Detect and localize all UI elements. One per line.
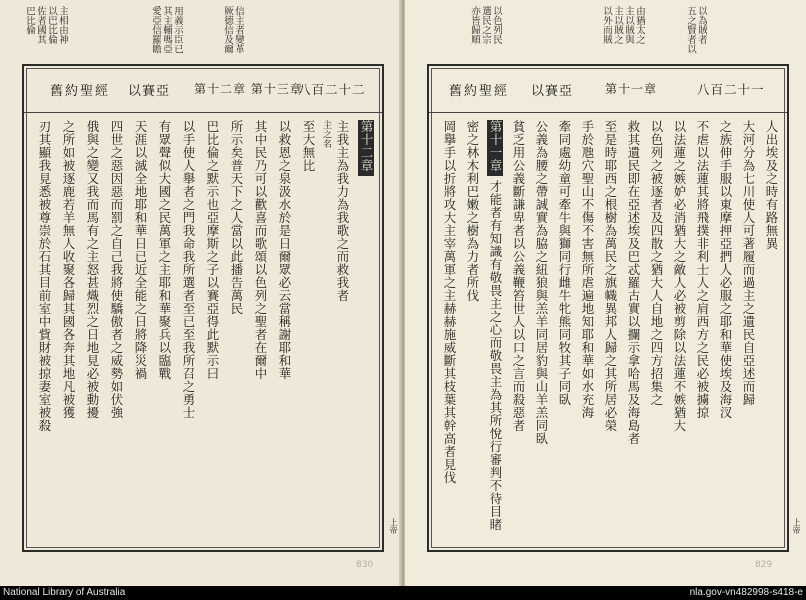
header-rule [429,112,787,113]
text-column: 牽同處幼童可牽牛與獅同行雌牛牝熊同牧其子同臥 [557,120,572,406]
text-column: 以色列之被逐者及四散之猶大人自地之四方招集之 [649,120,664,406]
text-frame [427,64,789,552]
book-name: 以賽亞 [128,84,171,99]
chapter-mark: 第十一章 [487,120,503,176]
text-column: 刃其顯我見悉被尊崇於石其目前室中貲財被掠妻室被殺 [37,120,52,432]
text-column: 岡擧手以折將攻大主宰萬軍之主赫赫施威斷其枝葉其幹高者見伐 [442,120,457,484]
text-column: 所示矣普天下之人當以此播告萬民 [229,120,244,315]
note-line: 亦皆歸順 [469,6,480,44]
chapter-mark: 第十二章 [358,120,374,176]
note-line: 其主輔嗎亞 [161,6,172,54]
note-line: 由猶太之 [634,6,645,44]
note-line: 佐者國其巴比倫 [24,6,46,44]
book-title: 舊約聖經 [50,84,111,99]
header-rule [24,112,382,113]
note-line: 五之賢者以 [685,6,696,54]
note-line: 主相由神以巴比倫 [46,6,68,44]
book-name: 以賽亞 [531,84,574,99]
text-column: 至是時耶西之根樹為萬民之旗幟異邦人歸之其所居必榮 [603,120,618,432]
page-number: 八百二十二 [298,82,366,97]
header-note-right-right [469,6,502,54]
note-line: 以色列民 [491,6,502,44]
note-line: 厥德信及爾 [222,6,233,54]
header-note-mid-right [601,6,645,54]
text-column-note: 主之名 [321,120,331,149]
note-line: 主以賊之 [612,6,623,44]
text-column: 以法蓮之嫉妒必消猶大之敵人必被剪除以法蓮不嫉猶大 [672,120,687,432]
right-page [405,0,806,586]
text-column: 主我主為我力為我歌之而救我者 [335,120,350,302]
note-line: 信主者變革 [233,6,244,54]
text-frame [22,64,384,552]
page-mark: 上帝 [792,518,801,534]
text-column: 才能者有知識有敬畏主之心而敬畏主為其所悅行審判不待目睹 [488,180,503,531]
text-column: 之族伸手服以東摩押亞捫人必服之耶和華使埃及海汊 [718,120,733,419]
text-column: 有眾聲似大國之民萬軍之主耶和華聚兵以臨戰 [157,120,172,380]
text-column: 手於虺穴聖山不傷不害無所虐遍地知耶和華如水充海 [580,120,595,419]
text-column: 之所如被逐鹿若羊無人收聚各歸其國各奔其地凡被獲 [61,120,76,419]
text-column: 公義為腰之帶誠實為脇之紐狼與羔羊同居豹與山羊羔同臥 [534,120,549,445]
footer-bar [0,586,806,600]
note-line: 愛亞信羅瞻 [150,6,161,54]
page-mark-left: 上帝 [389,518,398,534]
chapter-label: 第十一章 [605,82,658,96]
note-line: 以為賊者 [696,6,707,44]
text-column: 天涯以滅全地耶和華日已近全能之日將降災禍 [133,120,148,380]
text-column: 俄與之變又我而馬有之主怒甚熾烈之日地見必被動擾 [85,120,100,419]
text-column: 以手使人舉者之門我命我所選者至已至我所召之勇士 [181,120,196,419]
page-stamp: 830 [356,560,374,570]
page-number: 八百二十一 [697,82,765,97]
image-identifier: nla.gov-vn482998-s418-e [689,587,803,598]
left-page [0,0,401,586]
chapter-label: 第十二章 第十三章 [194,82,303,96]
text-column: 巴比倫之默示也亞摩斯之子以賽亞得此默示曰 [205,120,220,380]
text-column: 大河分為七川使人可著履而過主之遺民自亞述而歸 [741,120,756,406]
book-title: 舊約聖經 [449,84,510,99]
header-note-top-left [222,6,244,54]
text-column: 不虐以法蓮其將飛撲非利士人之肩西方之民必被擄掠 [695,120,710,419]
note-line: 以外而賊 [601,6,612,44]
header-note-right-left [24,6,68,50]
header-note-top-right [685,6,707,54]
page-stamp: 829 [755,560,773,570]
text-column: 以救恩之泉汲水於是日爾眾必云當稱謝耶和華 [277,120,292,380]
text-column: 其中民乃可以歡喜而歌頌以色列之聖者在爾中 [253,120,268,380]
header-note-mid-left [150,6,183,54]
text-column: 密之林木利巴嫩之樹為力者所伐 [465,120,480,302]
note-line: 選民之宗 [480,6,491,44]
library-credit: National Library of Australia [3,587,126,598]
text-column: 四世之惡因惡而罰之自己我將使驕傲者之威勢如伏強 [109,120,124,419]
note-line: 主以賊與 [623,6,634,44]
text-column: 至大無比 [301,120,316,172]
text-column: 貧乏用公義斷謙卑者以公義鞭笞世人以口之言而殺惡者 [511,120,526,432]
note-line: 用義示臣已 [172,6,183,54]
text-column: 救其遺民即在亞述埃及巴忒羅古實以攔示拿哈馬及海島者 [626,120,641,445]
text-column: 人出埃及之時有路無異 [764,120,779,250]
